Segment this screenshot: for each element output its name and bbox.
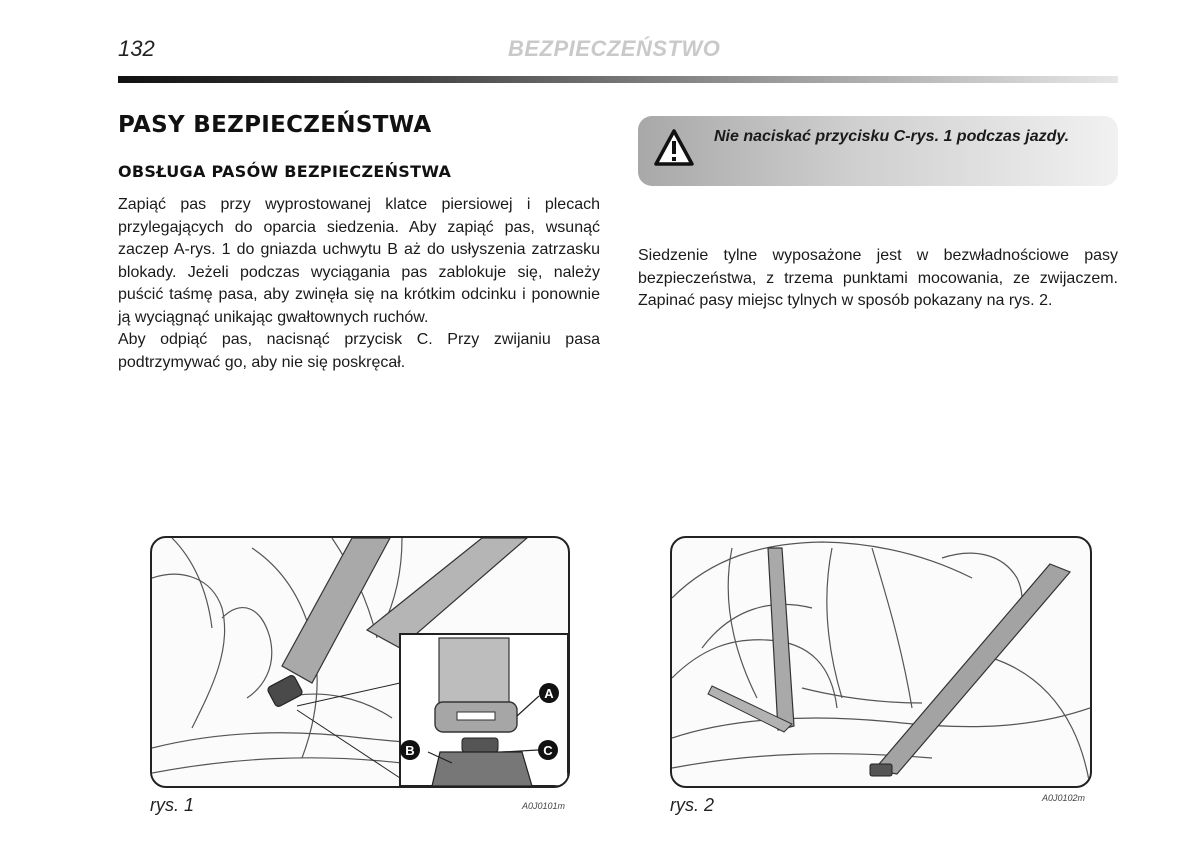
figure-1-code: A0J0101m (522, 801, 566, 811)
callout-c (538, 740, 558, 760)
warning-text: Nie naciskać przycisku C-rys. 1 podczas jazdy. (714, 128, 1070, 145)
warning-box (638, 116, 1118, 186)
subsection-title: OBSŁUGA PASÓW BEZPIECZEŃSTWA (118, 162, 452, 181)
warning-triangle-icon (654, 128, 694, 168)
callout-b-label: B (405, 743, 415, 758)
callout-a (539, 683, 559, 703)
figure-1-illustration (152, 538, 568, 786)
left-paragraph-2: Aby odpiąć pas, nacisnąć przycisk C. Przy zwijaniu pasa podtrzymywać go, aby nie się poskręcał. (118, 331, 600, 371)
figure-2-illustration (672, 538, 1090, 786)
figure-2-code: A0J0102m (1042, 793, 1086, 803)
right-paragraph: Siedzenie tylne wyposażone jest w bezwładnościowe pasy bezpieczeństwa, z trzema punktami mocowania, ze zwijaczem. Zapinać pasy miejsc tylnych w sposób pokazany na rys. 2. (638, 247, 1118, 309)
figure-2-rear-seat-belts (670, 536, 1092, 788)
left-paragraph-1: Zapiąć pas przy wyprostowanej klatce piersiowej i plecach przylegających do oparcia siedzenia. Aby zapiąć pas, wsunąć zaczep A-rys. 1 do gniazda uchwytu B aż do usłyszenia zatrzasku blokady. Jeżeli podczas wyciągania pas zablokuje się, należy puścić taśmę pasa, aby zwinęła się na krótkim odcinku i ponownie ją wyciągnąć unikając gwałtownych ruchów. (118, 196, 600, 326)
running-title: BEZPIECZEŃSTWO (508, 36, 721, 61)
section-title: PASY BEZPIECZEŃSTWA (118, 112, 432, 138)
figure-2-caption: rys. 2 (670, 795, 715, 815)
page-number: 132 (118, 36, 155, 61)
callout-c-label: C (543, 743, 553, 758)
figure-1-caption: rys. 1 (150, 795, 195, 815)
callout-b (400, 740, 420, 760)
figure-1-seatbelt-buckle (150, 536, 570, 788)
header-rule (118, 76, 1118, 83)
callout-a-label: A (544, 686, 554, 701)
